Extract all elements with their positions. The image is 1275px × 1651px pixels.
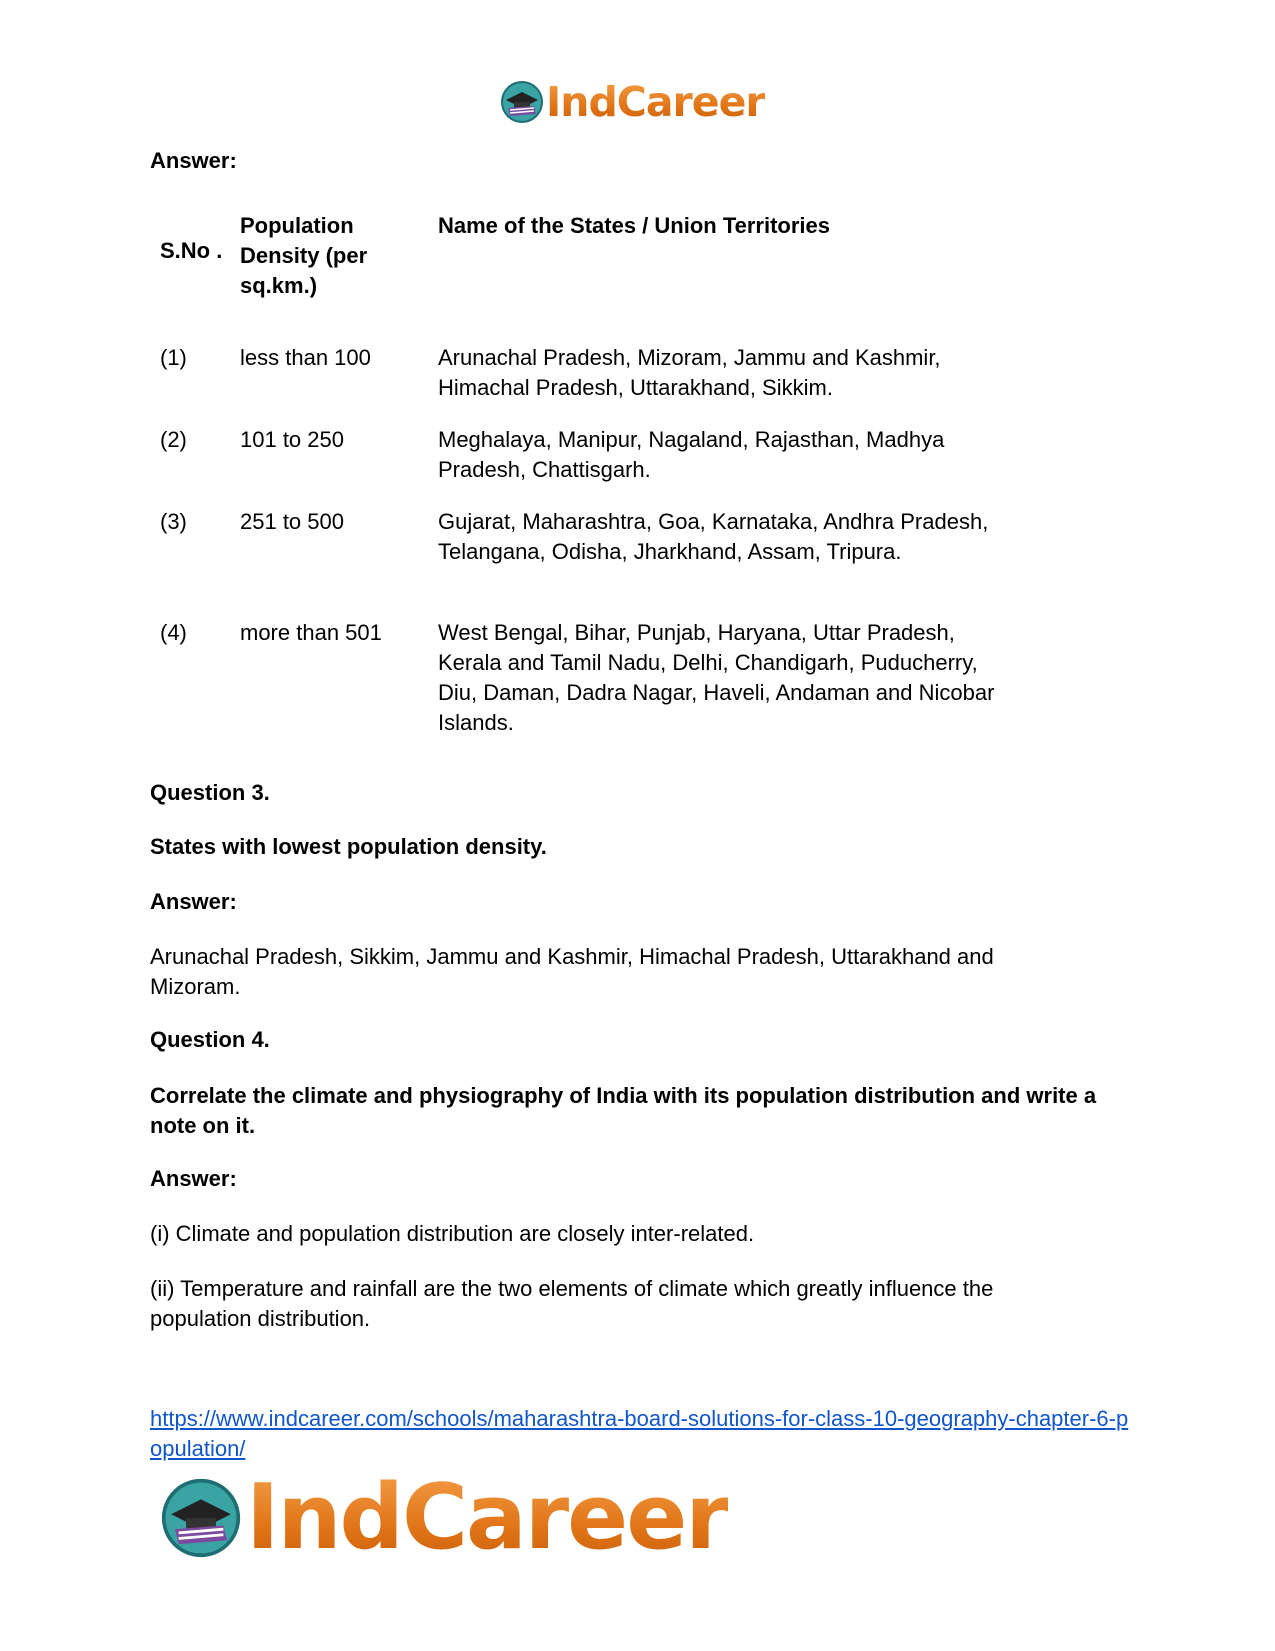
question-4-label: Question 4. bbox=[150, 1027, 270, 1052]
row-states: Meghalaya, Manipur, Nagaland, Rajasthan, Madhya Pradesh, Chattisgarh. bbox=[438, 427, 945, 482]
row-density: more than 501 bbox=[240, 620, 382, 645]
question-4-answer-label: Answer: bbox=[150, 1166, 237, 1191]
question-3-label: Question 3. bbox=[150, 780, 270, 805]
table-header-name: Name of the States / Union Territories bbox=[438, 213, 831, 238]
question-4-text: Correlate the climate and physiography of India with its population distribution and write a note on it. bbox=[150, 1083, 1097, 1138]
row-states: Gujarat, Maharashtra, Goa, Karnataka, Andhra Pradesh, Telangana, Odisha, Jharkhand, Assam, Tripura. bbox=[438, 509, 989, 564]
row-density: 251 to 500 bbox=[240, 509, 344, 534]
logo-wordmark: IndCareer bbox=[246, 1465, 728, 1570]
question-4-point: (ii) Temperature and rainfall are the two elements of climate which greatly influence the population distribution. bbox=[150, 1276, 994, 1331]
logo-wordmark: IndCareer bbox=[546, 78, 765, 126]
row-sno: (4) bbox=[160, 620, 187, 645]
row-sno: (3) bbox=[160, 509, 187, 534]
graduation-cap-book-icon bbox=[500, 80, 544, 124]
row-sno: (1) bbox=[160, 345, 187, 370]
answer-label: Answer: bbox=[150, 148, 237, 173]
question-4-point: (i) Climate and population distribution are closely inter-related. bbox=[150, 1221, 755, 1246]
row-sno: (2) bbox=[160, 427, 187, 452]
row-states: Arunachal Pradesh, Mizoram, Jammu and Kashmir, Himachal Pradesh, Uttarakhand, Sikkim. bbox=[438, 345, 941, 400]
row-density: less than 100 bbox=[240, 345, 371, 370]
question-3-answer-label: Answer: bbox=[150, 889, 237, 914]
table-header-density: Population Density (per sq.km.) bbox=[240, 213, 368, 298]
question-3-text: States with lowest population density. bbox=[150, 834, 547, 859]
indcareer-logo-top bbox=[500, 78, 765, 126]
question-3-answer: Arunachal Pradesh, Sikkim, Jammu and Kashmir, Himachal Pradesh, Uttarakhand and Mizoram. bbox=[150, 944, 994, 999]
row-states: West Bengal, Bihar, Punjab, Haryana, Uttar Pradesh, Kerala and Tamil Nadu, Delhi, Chandigarh, Puducherry, Diu, Daman, Dadra Nagar, Haveli, Andaman and Nicobar Islands. bbox=[438, 620, 995, 735]
source-link[interactable]: https://www.indcareer.com/schools/maharashtra-board-solutions-for-class-10-geography-chapter-6-population/ bbox=[150, 1406, 1129, 1461]
graduation-cap-book-icon bbox=[160, 1477, 242, 1559]
table-header-sno: S.No . bbox=[160, 238, 223, 263]
row-density: 101 to 250 bbox=[240, 427, 344, 452]
indcareer-logo-bottom bbox=[160, 1465, 728, 1570]
